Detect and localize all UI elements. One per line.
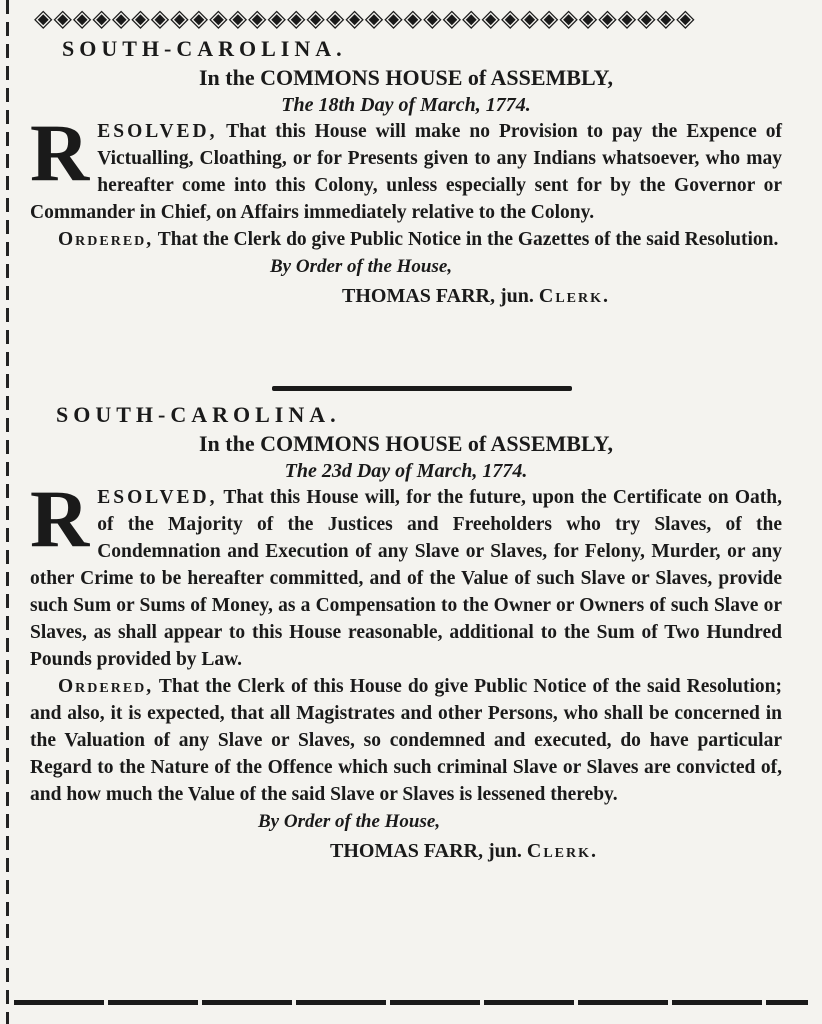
resolution-body: That this House will make no Provision to pay the Expence of Victualling, Cloathing, or for Presents given to any Indians whatsoever, who may hereafter come into this Colony, unless especially sent for by the Governor or Commander in Chief, on Affairs immediately relative to the Colony. bbox=[30, 121, 782, 223]
drop-cap: R bbox=[30, 107, 90, 198]
notice-subheading: In the COMMONS HOUSE of ASSEMBLY, bbox=[198, 65, 613, 90]
ordered-lead: Ordered, bbox=[58, 229, 154, 250]
notice-heading: SOUTH-CAROLINA. bbox=[62, 36, 347, 61]
bottom-rule bbox=[14, 1000, 808, 1005]
signature-title: Clerk. bbox=[526, 840, 598, 862]
notice-subheading: In the COMMONS HOUSE of ASSEMBLY, bbox=[198, 431, 613, 456]
resolution-text bbox=[30, 107, 782, 226]
ordered-text bbox=[30, 226, 782, 253]
notice-heading: SOUTH-CAROLINA. bbox=[56, 402, 341, 427]
ornament-border: ◈◈◈◈◈◈◈◈◈◈◈◈◈◈◈◈◈◈◈◈◈◈◈◈◈◈◈◈◈◈◈◈◈◈ bbox=[34, 6, 696, 32]
signature-title: Clerk. bbox=[538, 285, 610, 307]
notice-2 bbox=[30, 400, 782, 866]
column-rule bbox=[6, 0, 9, 1024]
ordered-body: That the Clerk of this House do give Public Notice of the said Resolution; and also, it is expected, that all Magistrates and other Persons, who shall be concerned in the Valuation of any Slave or Slaves, so condemned and executed, do have particular Regard to the Nature of the Offence which such criminal Slave or Slaves are convicted of, and how much the Value of the said Slave or Slaves is lessened thereby. bbox=[30, 676, 782, 805]
ordered-lead: Ordered, bbox=[58, 676, 154, 697]
notice-date: The 23d Day of March, 1774. bbox=[284, 460, 528, 482]
signature-suffix: jun. bbox=[494, 285, 539, 307]
signature bbox=[30, 281, 782, 311]
resolution-body: That this House will, for the future, upon the Certificate on Oath, of the Majority of the Justices and Freeholders who try Slaves, of the Condemnation and Execution of any Slave or Slaves, for Felony, Murder, or any other Crime to be hereafter committed, and of the Value of such Slave or Slaves, provide such Sum or Sums of Money, as a Compensation to the Owner or Owners of such Slave or Slaves, as shall appear to this House reasonable, additional to the Sum of Two Hundred Pounds provided by Law. bbox=[30, 487, 782, 670]
resolved-lead: ESOLVED, bbox=[97, 121, 218, 142]
by-order-line: By Order of the House, bbox=[270, 256, 453, 277]
ordered-body: That the Clerk do give Public Notice in the Gazettes of the said Resolution. bbox=[153, 229, 779, 250]
signature-name: THOMAS FARR, bbox=[342, 285, 495, 307]
notice-1 bbox=[30, 34, 782, 311]
resolved-lead: ESOLVED, bbox=[97, 487, 218, 508]
signature-name: THOMAS FARR, bbox=[330, 840, 483, 862]
section-divider bbox=[272, 386, 572, 391]
drop-cap: R bbox=[30, 473, 90, 564]
signature-suffix: jun. bbox=[482, 840, 527, 862]
notice-date: The 18th Day of March, 1774. bbox=[281, 94, 531, 116]
resolution-text bbox=[30, 473, 782, 673]
signature bbox=[30, 836, 782, 866]
by-order-line: By Order of the House, bbox=[258, 811, 441, 832]
ordered-text bbox=[30, 673, 782, 808]
